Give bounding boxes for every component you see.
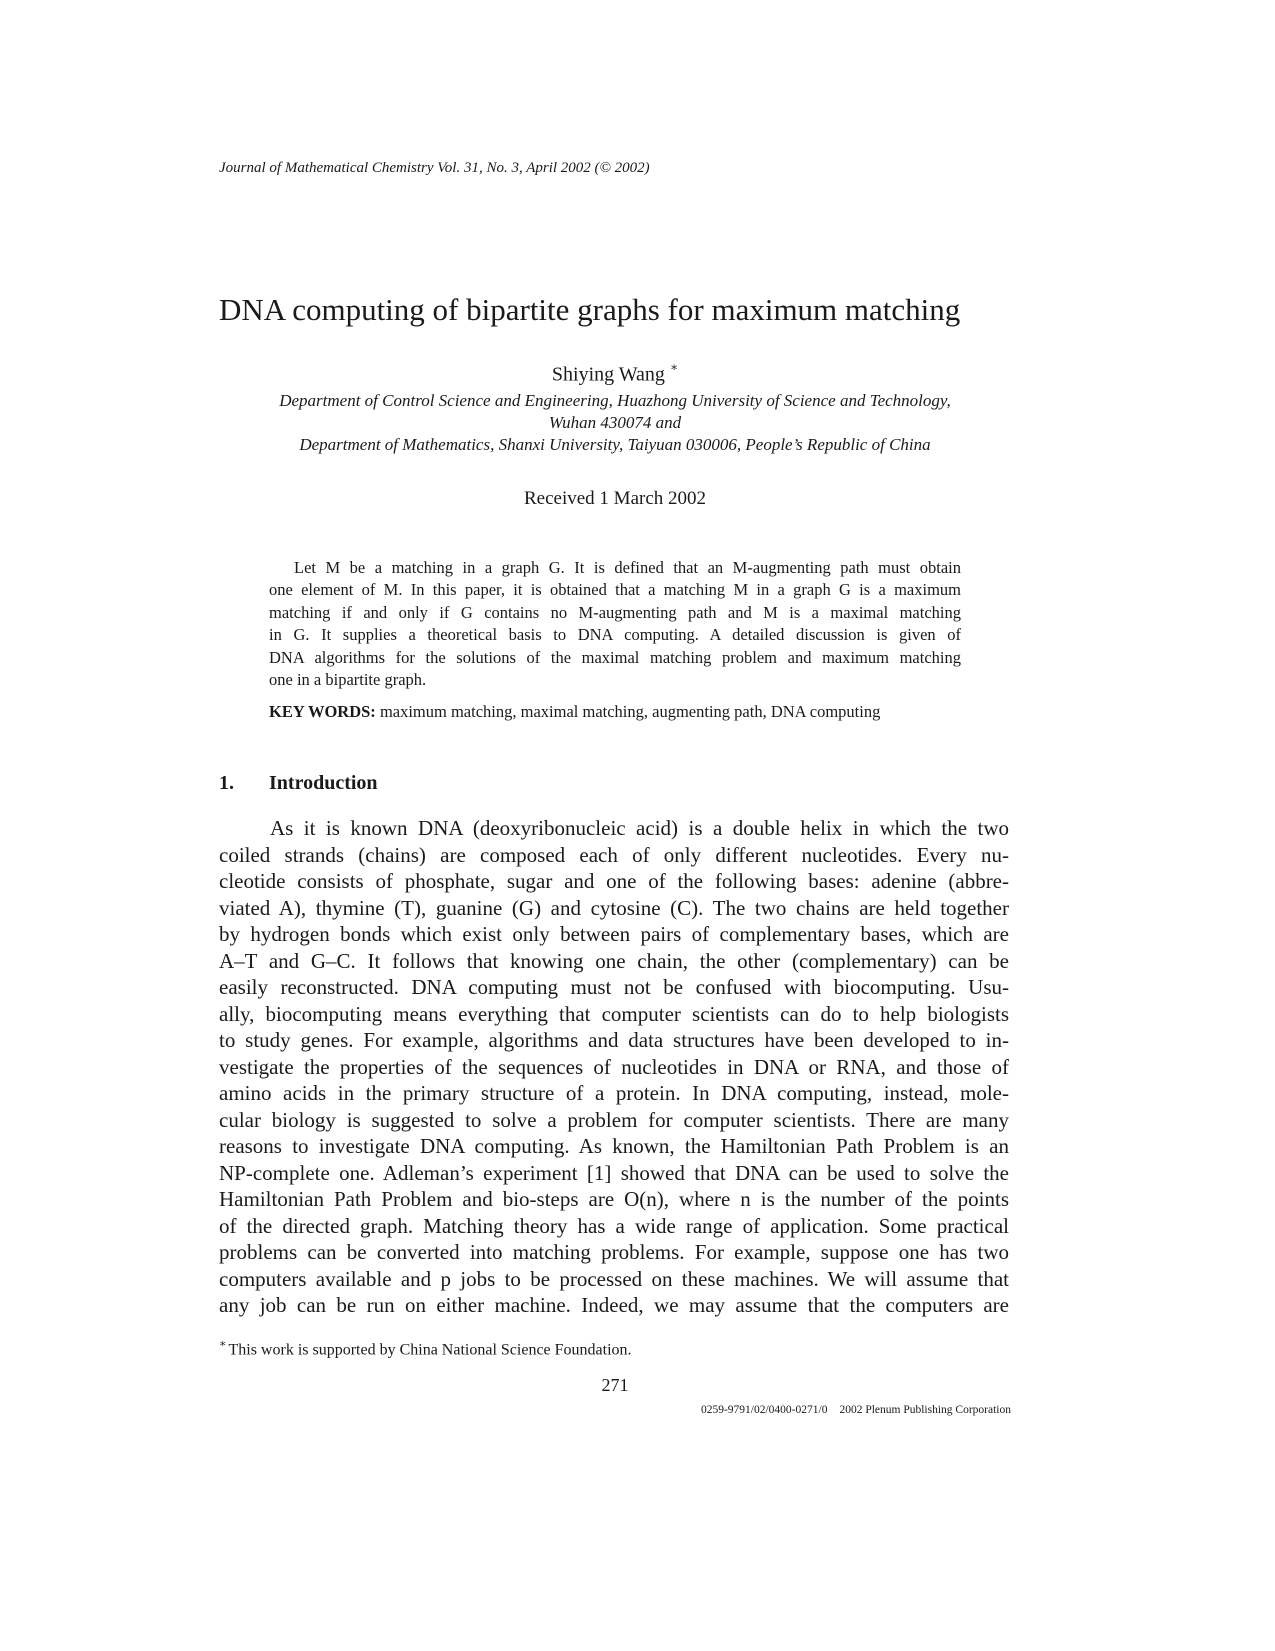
section-heading (219, 772, 378, 795)
footnote-text: This work is supported by China National Science Foundation. (228, 1341, 632, 1359)
footnote (219, 1338, 632, 1359)
body-line: by hydrogen bonds which exist only between pairs of complementary bases, which are (219, 922, 1009, 946)
body-line: problems can be converted into matching problems. For example, suppose one has two (219, 1240, 1009, 1264)
body-line: Hamiltonian Path Problem and bio-steps are O(n), where n is the number of the points (219, 1187, 1009, 1211)
abstract-line: Let M be a matching in a graph G. It is defined that an M-augmenting path must obtain (294, 558, 961, 577)
body-line: computers available and p jobs to be processed on these machines. We will assume that (219, 1266, 1009, 1291)
affiliation-line-1: Department of Control Science and Engineering, Huazhong University of Science and Technology, (279, 391, 951, 410)
imprint (701, 1404, 1011, 1416)
abstract-line: in G. It supplies a theoretical basis to DNA computing. A detailed discussion is given of (269, 625, 961, 645)
body-line: A–T and G–C. It follows that knowing one chain, the other (complementary) can be (219, 948, 1009, 973)
body-line: cular biology is suggested to solve a problem for computer scientists. There are many (219, 1107, 1009, 1132)
section-title: Introduction (269, 772, 378, 794)
body-line: NP-complete one. Adleman’s experiment [1] showed that DNA can be used to solve the (219, 1160, 1009, 1185)
affiliation-line-2: Wuhan 430074 and (548, 413, 682, 432)
paper-title: DNA computing of bipartite graphs for maximum matching (219, 292, 961, 327)
author-footnote-mark: ∗ (669, 360, 679, 374)
body-text (219, 815, 1009, 1319)
author (0, 362, 1230, 387)
section-number: 1. (219, 772, 234, 794)
abstract-line: one element of M. In this paper, it is obtained that a matching M in a graph G is a maximum (269, 580, 961, 600)
page-number: 271 (601, 1375, 629, 1395)
footnote-mark: ∗ (219, 1338, 227, 1350)
abstract-line: matching if and only if G contains no M-augmenting path and M is a maximal matching (269, 602, 961, 622)
body-line: any job can be run on either machine. Indeed, we may assume that the computers are (219, 1293, 1009, 1317)
body-line: easily reconstructed. DNA computing must not be confused with biocomputing. Usu- (219, 975, 1009, 999)
received-date: Received 1 March 2002 (523, 488, 707, 509)
body-line: amino acids in the primary structure of a protein. In DNA computing, instead, mole- (219, 1081, 1009, 1105)
keywords-label: KEY WORDS: (269, 702, 376, 721)
body-line: reasons to investigate DNA computing. As known, the Hamiltonian Path Problem is an (219, 1134, 1009, 1158)
running-head: Journal of Mathematical Chemistry Vol. 31, No. 3, April 2002 (© 2002) (219, 160, 650, 176)
imprint-code: 0259-9791/02/0400-0271/0 (700, 1404, 828, 1416)
body-line: cleotide consists of phosphate, sugar and one of the following bases: adenine (abbre- (219, 869, 1009, 893)
keywords-list: maximum matching, maximal matching, augmenting path, DNA computing (379, 702, 881, 721)
imprint-publisher: 2002 Plenum Publishing Corporation (839, 1404, 1011, 1416)
author-name: Shiying Wang (551, 363, 665, 386)
affiliation-line-3: Department of Mathematics, Shanxi University, Taiyuan 030006, People’s Republic of China (299, 435, 931, 454)
body-line: As it is known DNA (deoxyribonucleic acid) is a double helix in which the two (270, 816, 1009, 840)
abstract-line: one in a bipartite graph. (269, 670, 427, 690)
abstract-line: DNA algorithms for the solutions of the maximal matching problem and maximum matching (269, 647, 961, 667)
body-line: to study genes. For example, algorithms and data structures have been developed to in- (219, 1028, 1009, 1052)
body-line: of the directed graph. Matching theory has a wide range of application. Some practical (219, 1213, 1009, 1238)
body-line: coiled strands (chains) are composed each of only different nucleotides. Every nu- (219, 842, 1009, 867)
body-line: viated A), thymine (T), guanine (G) and cytosine (C). The two chains are held together (219, 895, 1009, 920)
body-line: ally, biocomputing means everything that computer scientists can do to help biologists (219, 1001, 1009, 1026)
body-line: vestigate the properties of the sequences of nucleotides in DNA or RNA, and those of (219, 1054, 1009, 1079)
abstract (269, 557, 961, 691)
keywords (269, 702, 880, 722)
